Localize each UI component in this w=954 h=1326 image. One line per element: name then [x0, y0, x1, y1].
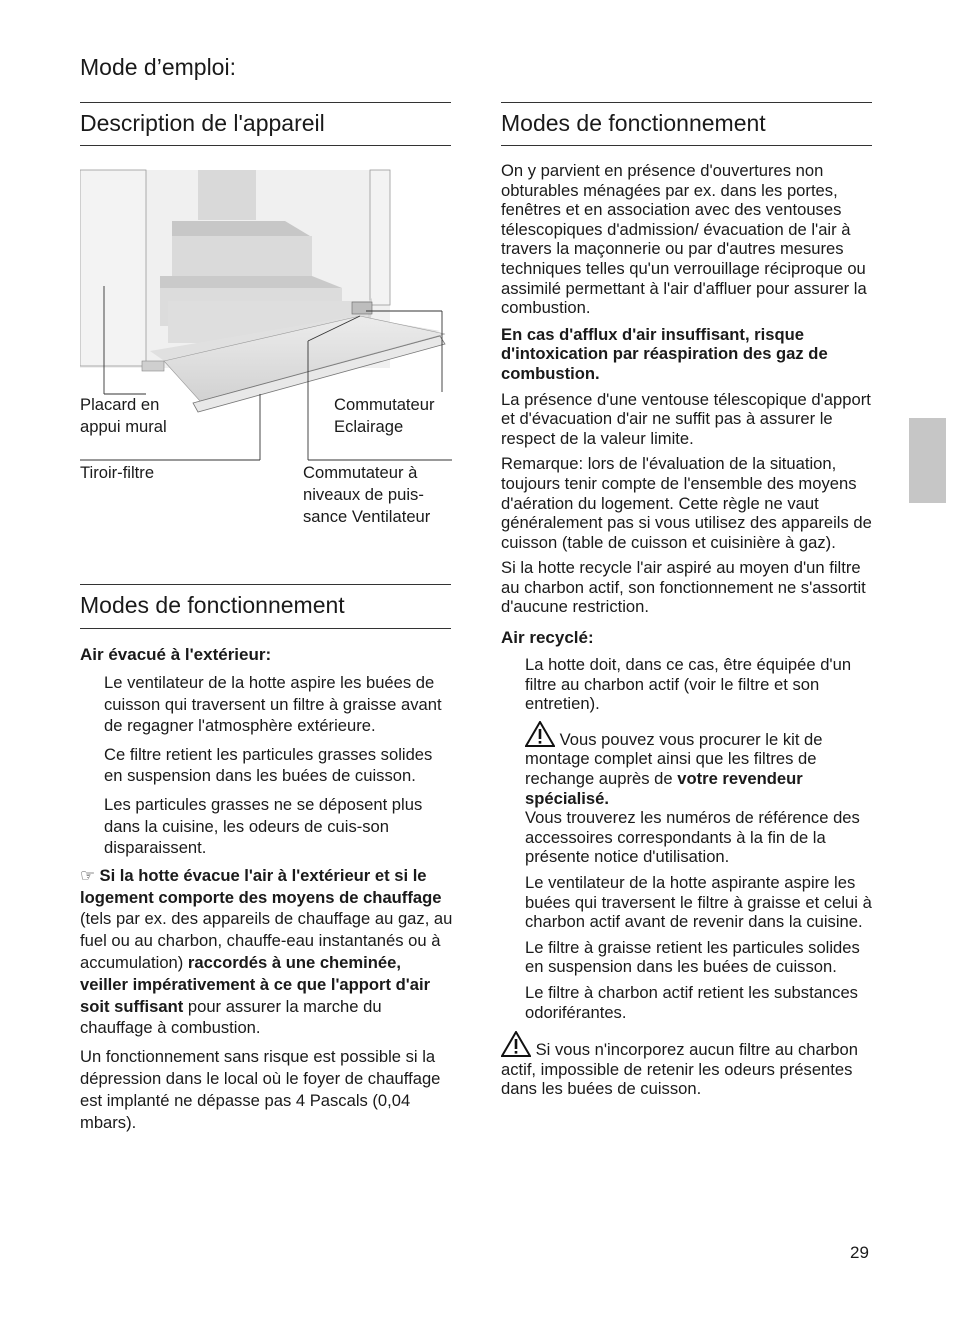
note-paragraph: ☞ Si la hotte évacue l'air à l'extérieur et si le logement comporte des moyens de chauffage (tels par ex. des appareils de chauffage au gaz, au fuel ou au charbon, chauffe-eau instantanés ou à accumulation) raccordés à une cheminée, veiller impérativement à ce que l'apport d'air soit suffisant pour assurer la marche du chauffage à combustion.: [80, 865, 453, 1038]
right-text-column: [501, 161, 874, 1099]
chapter-tab-marker: [909, 418, 946, 503]
subheading-air-evacue: Air évacué à l'extérieur:: [80, 645, 272, 664]
page-title: Mode d’emploi:: [80, 54, 236, 80]
label-tiroir-filtre: Tiroir-filtre: [80, 463, 155, 482]
paragraph: Ce filtre retient les particules grasses solides en suspension dans les buées de cuisson.: [104, 744, 433, 786]
label-commutateur-ventilateur: Commutateur à niveaux de puis- sance Ventilateur: [303, 463, 431, 526]
divider: [80, 584, 451, 585]
divider: [80, 628, 451, 629]
divider: [501, 102, 872, 103]
divider: [80, 102, 451, 103]
section-title-modes-right: Modes de fonctionnement: [501, 110, 766, 136]
divider: [501, 145, 872, 146]
divider: [80, 145, 451, 146]
label-placard: Placard en appui mural: [80, 395, 167, 436]
page-number: 29: [850, 1243, 869, 1262]
pointing-hand-icon: ☞: [80, 865, 95, 885]
paragraph: Le filtre à charbon actif retient les substances odoriférantes.: [525, 982, 858, 1022]
section-title-modes-left: Modes de fonctionnement: [80, 592, 345, 618]
warning-paragraph: Vous pouvez vous procurer le kit de montage complet ainsi que les filtres de rechange auprès de votre revendeur spécialisé.: [525, 721, 874, 808]
paragraph: On y parvient en présence d'ouvertures non obturables ménagées par ex. dans les portes, fenêtres et en association avec des ventouses télescopiques d'admission/ évacuation de l'air à travers la maçonnerie ou par d'autres mesures techniques telles qu'un verrouillage réciproque ou assimilé permettant à l'air d'affluer pour assurer la combustion.: [501, 161, 867, 318]
subheading-air-recycle: Air recyclé:: [501, 628, 594, 648]
paragraph: Si la hotte recycle l'air aspiré au moyen d'un filtre au charbon actif, son fonctionnement ne s'assortit d'aucune restriction.: [501, 558, 866, 617]
label-commutateur-eclairage: Commutateur Eclairage: [334, 395, 435, 436]
section-title-description: Description de l'appareil: [80, 110, 325, 136]
paragraph: Les particules grasses ne se déposent plus dans la cuisine, les odeurs de cuis-son disparaissent.: [104, 794, 423, 858]
paragraph: Le filtre à graisse retient les particules solides en suspension dans les buées de cuisson.: [525, 937, 860, 977]
warning-icon: [525, 721, 555, 747]
paragraph: Un fonctionnement sans risque est possible si la dépression dans le local où le foyer de chauffage est implanté ne dépasse pas 4 Pascals (0,04 mbars).: [80, 1047, 441, 1132]
warning-icon: [501, 1031, 531, 1057]
paragraph: La hotte doit, dans ce cas, être équipée d'un filtre au charbon actif (voir le filtre et son entretien).: [525, 655, 852, 714]
warning-paragraph: Si vous n'incorporez aucun filtre au charbon actif, impossible de retenir les odeurs présentes dans les buées de cuisson.: [501, 1031, 874, 1099]
paragraph: La présence d'une ventouse télescopique d'apport et d'évacuation d'air ne suffit pas à assurer le respect de la valeur limite.: [501, 389, 871, 448]
paragraph: Le ventilateur de la hotte aspire les buées de cuisson qui traversent un filtre à graisse avant de regagner l'atmosphère extérieure.: [104, 673, 442, 736]
paragraph: Remarque: lors de l'évaluation de la situation, toujours tenir compte de l'ensemble des moyens d'aération du logement. Cette règle ne vaut généralement pas si vous utilisez des appareils de cuisson (table de cuisson et cuisinière à gaz).: [501, 454, 872, 552]
bold-warning: En cas d'afflux d'air insuffisant, risque d'intoxication par réaspiration des gaz de combustion.: [501, 324, 828, 383]
paragraph: Le ventilateur de la hotte aspirante aspire les buées qui traversent le filtre à graisse et celui à charbon actif avant de revenir dans la cuisine.: [525, 873, 872, 932]
paragraph: Vous trouverez les numéros de référence des accessoires correspondants à la fin de la présente notice d'utilisation.: [525, 808, 860, 867]
left-text-column: [80, 645, 453, 1133]
